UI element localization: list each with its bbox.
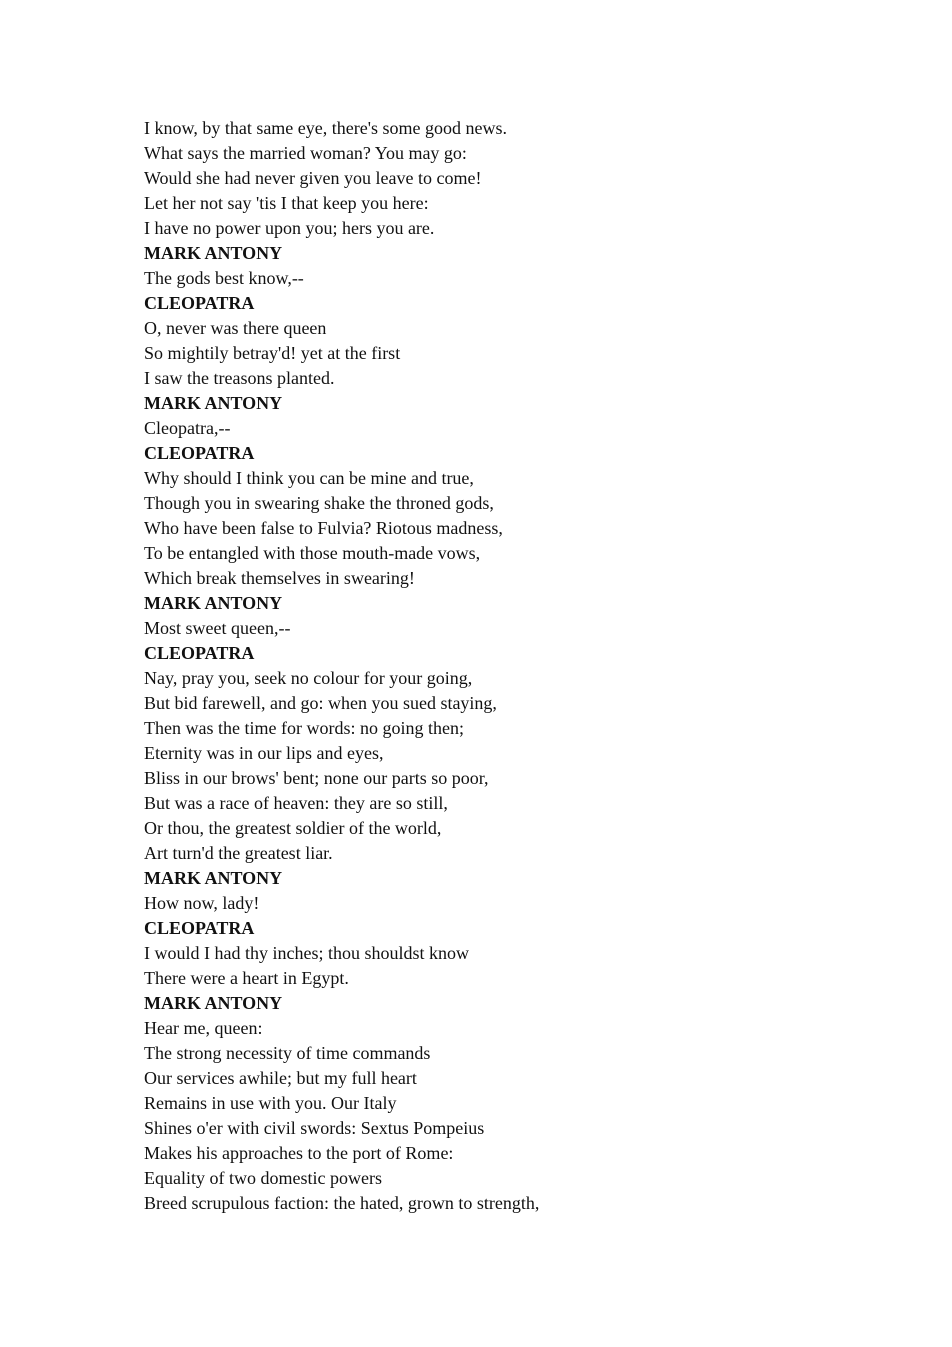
- verse-line: The gods best know,--: [144, 268, 304, 288]
- verse-line: Let her not say 'tis I that keep you here:: [144, 193, 429, 213]
- verse-line: Why should I think you can be mine and true,: [144, 468, 474, 488]
- verse-line: Breed scrupulous faction: the hated, grown to strength,: [144, 1193, 540, 1213]
- speaker-name: CLEOPATRA: [144, 918, 255, 938]
- verse-line: The strong necessity of time commands: [144, 1043, 431, 1063]
- speaker-name: CLEOPATRA: [144, 643, 255, 663]
- verse-line: But was a race of heaven: they are so still,: [144, 793, 448, 813]
- verse-line: I know, by that same eye, there's some good news.: [144, 118, 507, 138]
- verse-line: Bliss in our brows' bent; none our parts so poor,: [144, 768, 489, 788]
- speaker-name: CLEOPATRA: [144, 293, 255, 313]
- verse-line: There were a heart in Egypt.: [144, 968, 349, 988]
- verse-line: Most sweet queen,--: [144, 618, 291, 638]
- verse-line: Then was the time for words: no going then;: [144, 718, 464, 738]
- verse-line: What says the married woman? You may go:: [144, 143, 467, 163]
- verse-line: But bid farewell, and go: when you sued staying,: [144, 693, 497, 713]
- verse-line: Eternity was in our lips and eyes,: [144, 743, 384, 763]
- verse-line: I saw the treasons planted.: [144, 368, 335, 388]
- speaker-name: MARK ANTONY: [144, 393, 283, 413]
- verse-line: Makes his approaches to the port of Rome:: [144, 1143, 454, 1163]
- verse-line: Our services awhile; but my full heart: [144, 1068, 417, 1088]
- verse-line: Shines o'er with civil swords: Sextus Pompeius: [144, 1118, 485, 1138]
- speaker-name: MARK ANTONY: [144, 993, 283, 1013]
- verse-line: How now, lady!: [144, 893, 260, 913]
- verse-line: Cleopatra,--: [144, 418, 231, 438]
- verse-line: Which break themselves in swearing!: [144, 568, 415, 588]
- speaker-name: MARK ANTONY: [144, 868, 283, 888]
- verse-line: O, never was there queen: [144, 318, 327, 338]
- verse-line: Nay, pray you, seek no colour for your going,: [144, 668, 473, 688]
- verse-line: Would she had never given you leave to come!: [144, 168, 482, 188]
- verse-line: Hear me, queen:: [144, 1018, 263, 1038]
- speaker-name: MARK ANTONY: [144, 243, 283, 263]
- verse-line: I would I had thy inches; thou shouldst know: [144, 943, 469, 963]
- verse-line: So mightily betray'd! yet at the first: [144, 343, 401, 363]
- verse-line: I have no power upon you; hers you are.: [144, 218, 435, 238]
- speaker-name: MARK ANTONY: [144, 593, 283, 613]
- speaker-name: CLEOPATRA: [144, 443, 255, 463]
- document-page: [144, 116, 844, 1216]
- verse-line: Equality of two domestic powers: [144, 1168, 382, 1188]
- verse-line: Art turn'd the greatest liar.: [144, 843, 333, 863]
- verse-line: Remains in use with you. Our Italy: [144, 1093, 397, 1113]
- verse-line: To be entangled with those mouth-made vows,: [144, 543, 481, 563]
- verse-line: Or thou, the greatest soldier of the world,: [144, 818, 442, 838]
- verse-line: Though you in swearing shake the throned gods,: [144, 493, 494, 513]
- verse-line: Who have been false to Fulvia? Riotous madness,: [144, 518, 503, 538]
